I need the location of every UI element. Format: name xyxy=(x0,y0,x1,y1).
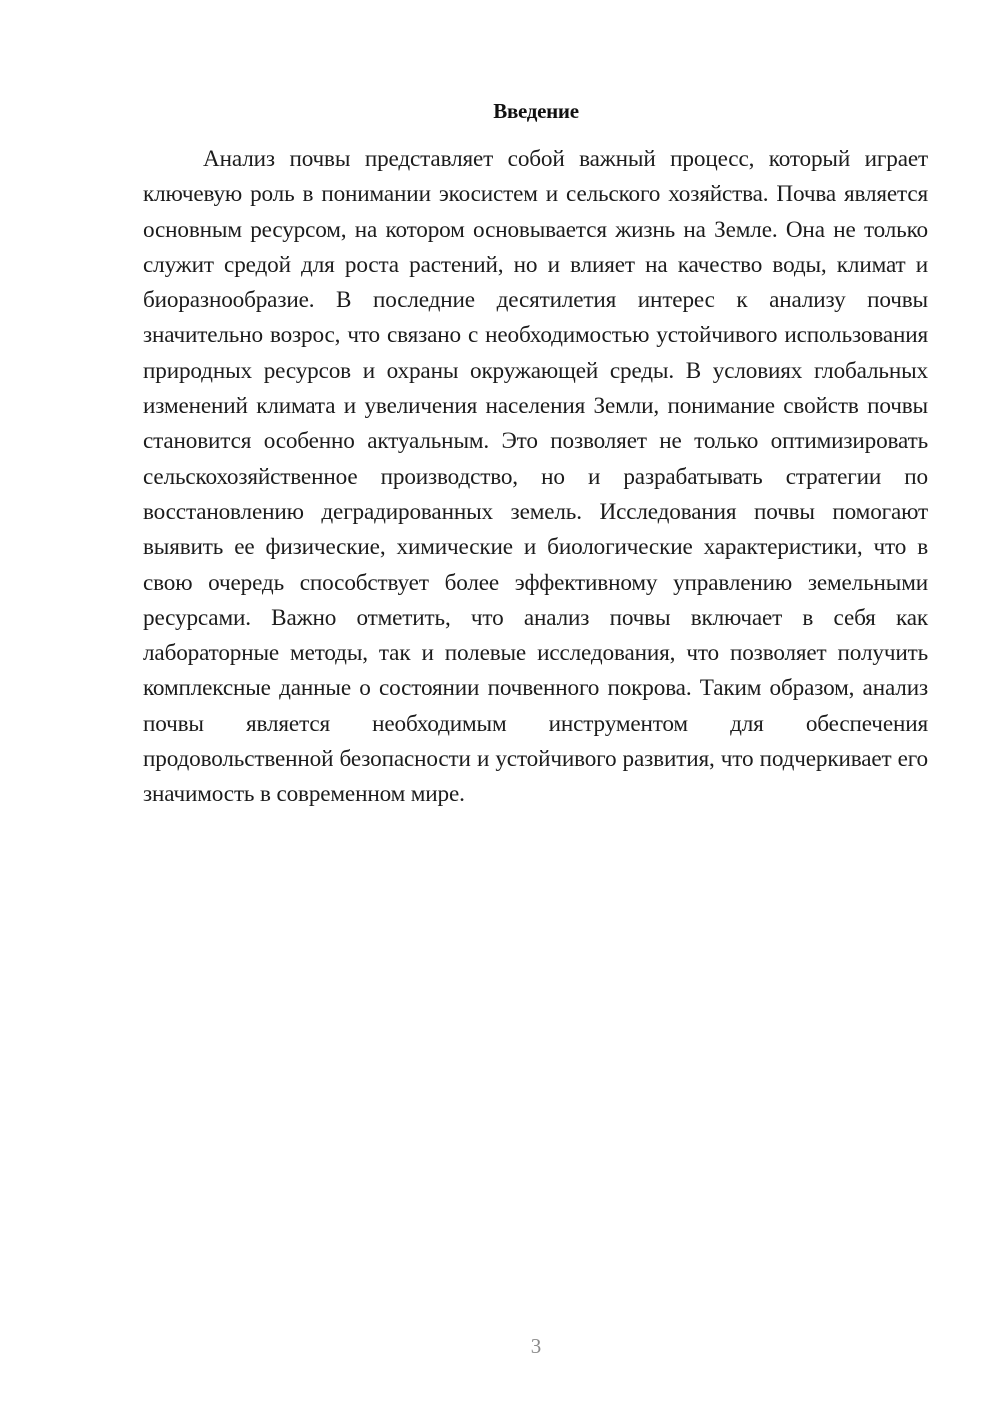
body-paragraph: Анализ почвы представляет собой важный процесс, который играет ключевую роль в понимании экосистем и сельского хозяйства. Почва является основным ресурсом, на котором основывается жизнь на Земле. Она не только служит средой для роста растений, но и влияет на качество воды, климат и биоразнообразие. В последние десятилетия интерес к анализу почвы значительно возрос, что связано с необходимостью устойчивого использования природных ресурсов и охраны окружающей среды. В условиях глобальных изменений климата и увеличения населения Земли, понимание свойств почвы становится особенно актуальным. Это позволяет не только оптимизировать сельскохозяйственное производство, но и разрабатывать стратегии по восстановлению деградированных земель. Исследования почвы помогают выявить ее физические, химические и биологические характеристики, что в свою очередь способствует более эффективному управлению земельными ресурсами. Важно отметить, что анализ почвы включает в себя как лабораторные методы, так и полевые исследования, что позволяет получить комплексные данные о состоянии почвенного покрова. Таким образом, анализ почвы является необходимым инструментом для обеспечения продовольственной безопасности и устойчивого развития, что подчеркивает его значимость в современном мире. xyxy=(143,146,928,808)
section-heading: Введение xyxy=(493,99,579,123)
page-number: 3 xyxy=(530,1334,542,1358)
